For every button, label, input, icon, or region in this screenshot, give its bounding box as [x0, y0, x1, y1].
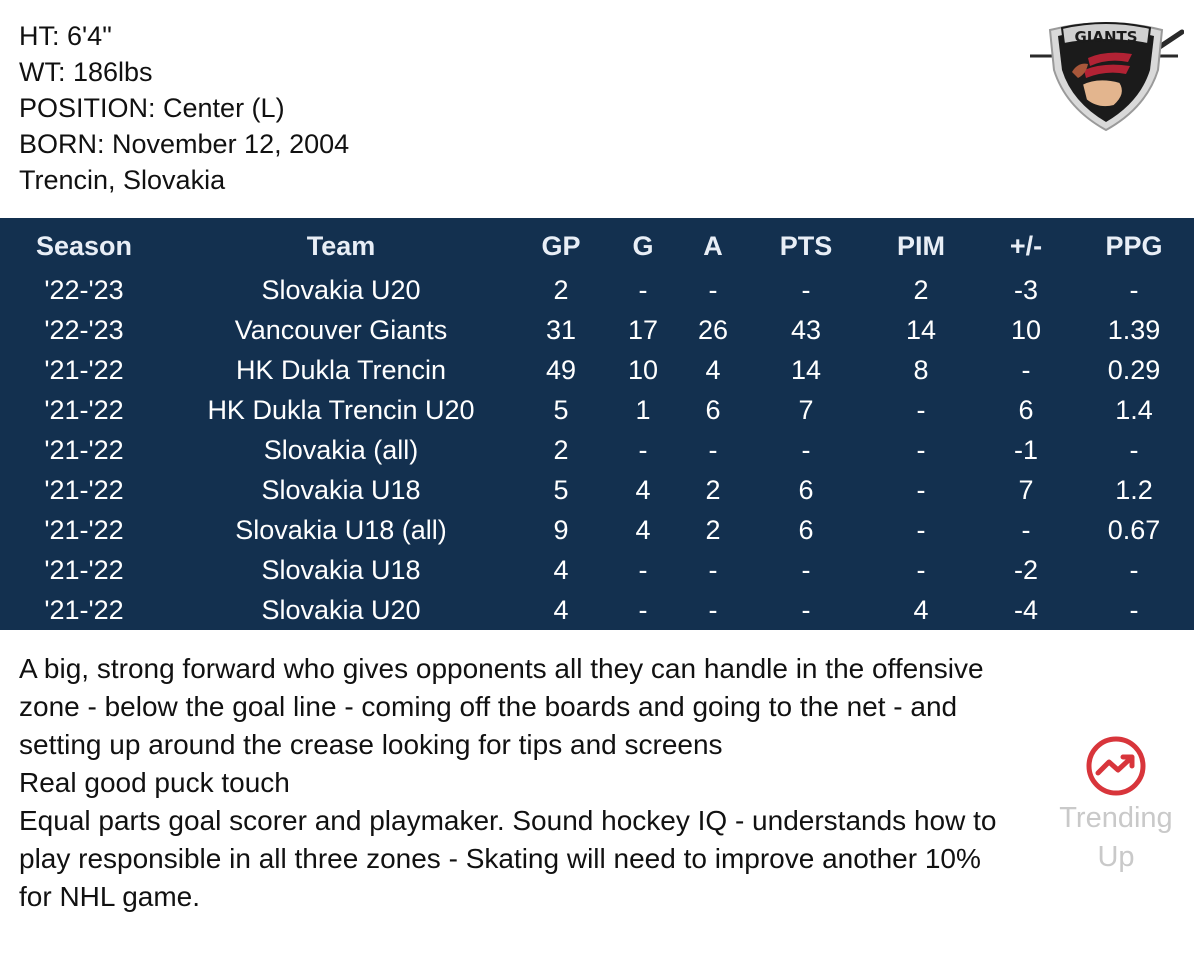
header-gp: GP: [541, 230, 581, 261]
cell-plus-minus: -2: [1013, 554, 1038, 585]
trend-indicator: [1046, 735, 1186, 877]
cell-gp: 31: [545, 314, 577, 345]
player-bio: [19, 18, 349, 198]
cell-ppg: 1.39: [1107, 314, 1161, 345]
cell-gp: 2: [553, 434, 569, 465]
cell-plus-minus: 10: [1010, 314, 1042, 345]
cell-a: 26: [697, 314, 729, 345]
cell-ppg: 0.67: [1107, 514, 1161, 545]
table-row: [0, 310, 1194, 350]
cell-g: 10: [627, 354, 659, 385]
cell-g: -: [638, 274, 648, 305]
cell-a: 6: [705, 394, 721, 425]
cell-ppg: 1.2: [1115, 474, 1153, 505]
cell-season: '22-'23: [44, 314, 124, 345]
scouting-report: [19, 650, 1019, 916]
cell-plus-minus: -1: [1013, 434, 1038, 465]
cell-team: Slovakia U20: [261, 274, 421, 305]
table-row: [0, 470, 1194, 510]
cell-a: -: [708, 274, 718, 305]
cell-pts: -: [801, 434, 811, 465]
player-birthdate: BORN: November 12, 2004: [19, 129, 350, 159]
cell-pts: -: [801, 274, 811, 305]
cell-pim: -: [916, 474, 926, 505]
header-plus-minus: +/-: [1009, 230, 1043, 261]
cell-plus-minus: -: [1021, 354, 1031, 385]
cell-gp: 4: [553, 554, 569, 585]
cell-team: Slovakia U18 (all): [235, 514, 447, 545]
cell-pim: -: [916, 554, 926, 585]
cell-plus-minus: -3: [1013, 274, 1038, 305]
player-birthplace: Trencin, Slovakia: [19, 165, 226, 195]
cell-pts: 6: [798, 474, 814, 505]
report-paragraph: Equal parts goal scorer and playmaker. Sound hockey IQ - understands how to play responsible in all three zones - Skating will need to improve another 10% for NHL game.: [19, 805, 997, 912]
table-row: [0, 390, 1194, 430]
cell-g: 4: [635, 474, 651, 505]
cell-pts: 43: [790, 314, 822, 345]
cell-team: Vancouver Giants: [234, 314, 448, 345]
cell-season: '21-'22: [44, 554, 124, 585]
cell-g: -: [638, 594, 648, 625]
cell-ppg: 0.29: [1107, 354, 1161, 385]
cell-gp: 2: [553, 274, 569, 305]
cell-pim: 4: [913, 594, 929, 625]
cell-gp: 49: [545, 354, 577, 385]
cell-pts: -: [801, 594, 811, 625]
cell-pts: 6: [798, 514, 814, 545]
player-weight: WT: 186lbs: [19, 57, 153, 87]
cell-pim: -: [916, 434, 926, 465]
cell-ppg: -: [1129, 274, 1139, 305]
cell-ppg: -: [1129, 434, 1139, 465]
header-pim: PIM: [896, 230, 945, 261]
table-row: [0, 430, 1194, 470]
table-header-row: [0, 218, 1194, 270]
cell-g: -: [638, 434, 648, 465]
cell-team: HK Dukla Trencin: [235, 354, 447, 385]
player-position: POSITION: Center (L): [19, 93, 285, 123]
cell-ppg: 1.4: [1115, 394, 1153, 425]
cell-pim: -: [916, 394, 926, 425]
cell-g: -: [638, 554, 648, 585]
header-season: Season: [35, 230, 133, 261]
header-g: G: [632, 230, 654, 261]
table-row: [0, 590, 1194, 630]
cell-pts: 7: [798, 394, 814, 425]
cell-g: 1: [635, 394, 651, 425]
cell-season: '21-'22: [44, 394, 124, 425]
cell-plus-minus: -: [1021, 514, 1031, 545]
trend-label-line2: Up: [1097, 841, 1135, 873]
cell-ppg: -: [1129, 554, 1139, 585]
career-stats-table: [0, 218, 1194, 630]
cell-pts: -: [801, 554, 811, 585]
table-row: [0, 350, 1194, 390]
cell-a: -: [708, 594, 718, 625]
header-team: Team: [306, 230, 376, 261]
cell-team: Slovakia U18: [261, 474, 421, 505]
cell-season: '21-'22: [44, 594, 124, 625]
report-paragraph: Real good puck touch: [19, 767, 290, 798]
report-paragraph: A big, strong forward who gives opponents all they can handle in the offensive zone - below the goal line - coming off the boards and going to the net - and setting up around the crease looking for tips and screens: [19, 653, 984, 760]
cell-plus-minus: 7: [1018, 474, 1034, 505]
trend-label: [1046, 799, 1186, 877]
header-a: A: [703, 230, 723, 261]
cell-gp: 5: [553, 474, 569, 505]
cell-team: HK Dukla Trencin U20: [207, 394, 475, 425]
cell-a: -: [708, 434, 718, 465]
cell-pim: 14: [905, 314, 937, 345]
cell-a: -: [708, 554, 718, 585]
cell-season: '21-'22: [44, 354, 124, 385]
cell-team: Slovakia U18: [261, 554, 421, 585]
cell-plus-minus: 6: [1018, 394, 1034, 425]
table-row: [0, 510, 1194, 550]
cell-g: 17: [627, 314, 659, 345]
cell-plus-minus: -4: [1013, 594, 1038, 625]
cell-gp: 5: [553, 394, 569, 425]
cell-team: Slovakia (all): [263, 434, 419, 465]
trend-label-line1: Trending: [1059, 802, 1173, 834]
cell-team: Slovakia U20: [261, 594, 421, 625]
cell-season: '21-'22: [44, 434, 124, 465]
cell-gp: 9: [553, 514, 569, 545]
cell-season: '22-'23: [44, 274, 124, 305]
header-pts: PTS: [779, 230, 833, 261]
cell-season: '21-'22: [44, 474, 124, 505]
cell-a: 2: [705, 474, 721, 505]
cell-pim: 2: [913, 274, 929, 305]
cell-pts: 14: [790, 354, 822, 385]
table-row: [0, 550, 1194, 590]
cell-g: 4: [635, 514, 651, 545]
cell-a: 4: [705, 354, 721, 385]
table-row: [0, 270, 1194, 310]
cell-ppg: -: [1129, 594, 1139, 625]
logo-text: GIANTS: [1074, 28, 1138, 46]
cell-season: '21-'22: [44, 514, 124, 545]
cell-gp: 4: [553, 594, 569, 625]
cell-pim: -: [916, 514, 926, 545]
header-ppg: PPG: [1105, 230, 1163, 261]
cell-pim: 8: [913, 354, 929, 385]
player-height: HT: 6'4": [19, 21, 112, 51]
cell-a: 2: [705, 514, 721, 545]
vancouver-giants-logo: [1028, 18, 1184, 134]
trending-up-icon: [1085, 735, 1147, 797]
